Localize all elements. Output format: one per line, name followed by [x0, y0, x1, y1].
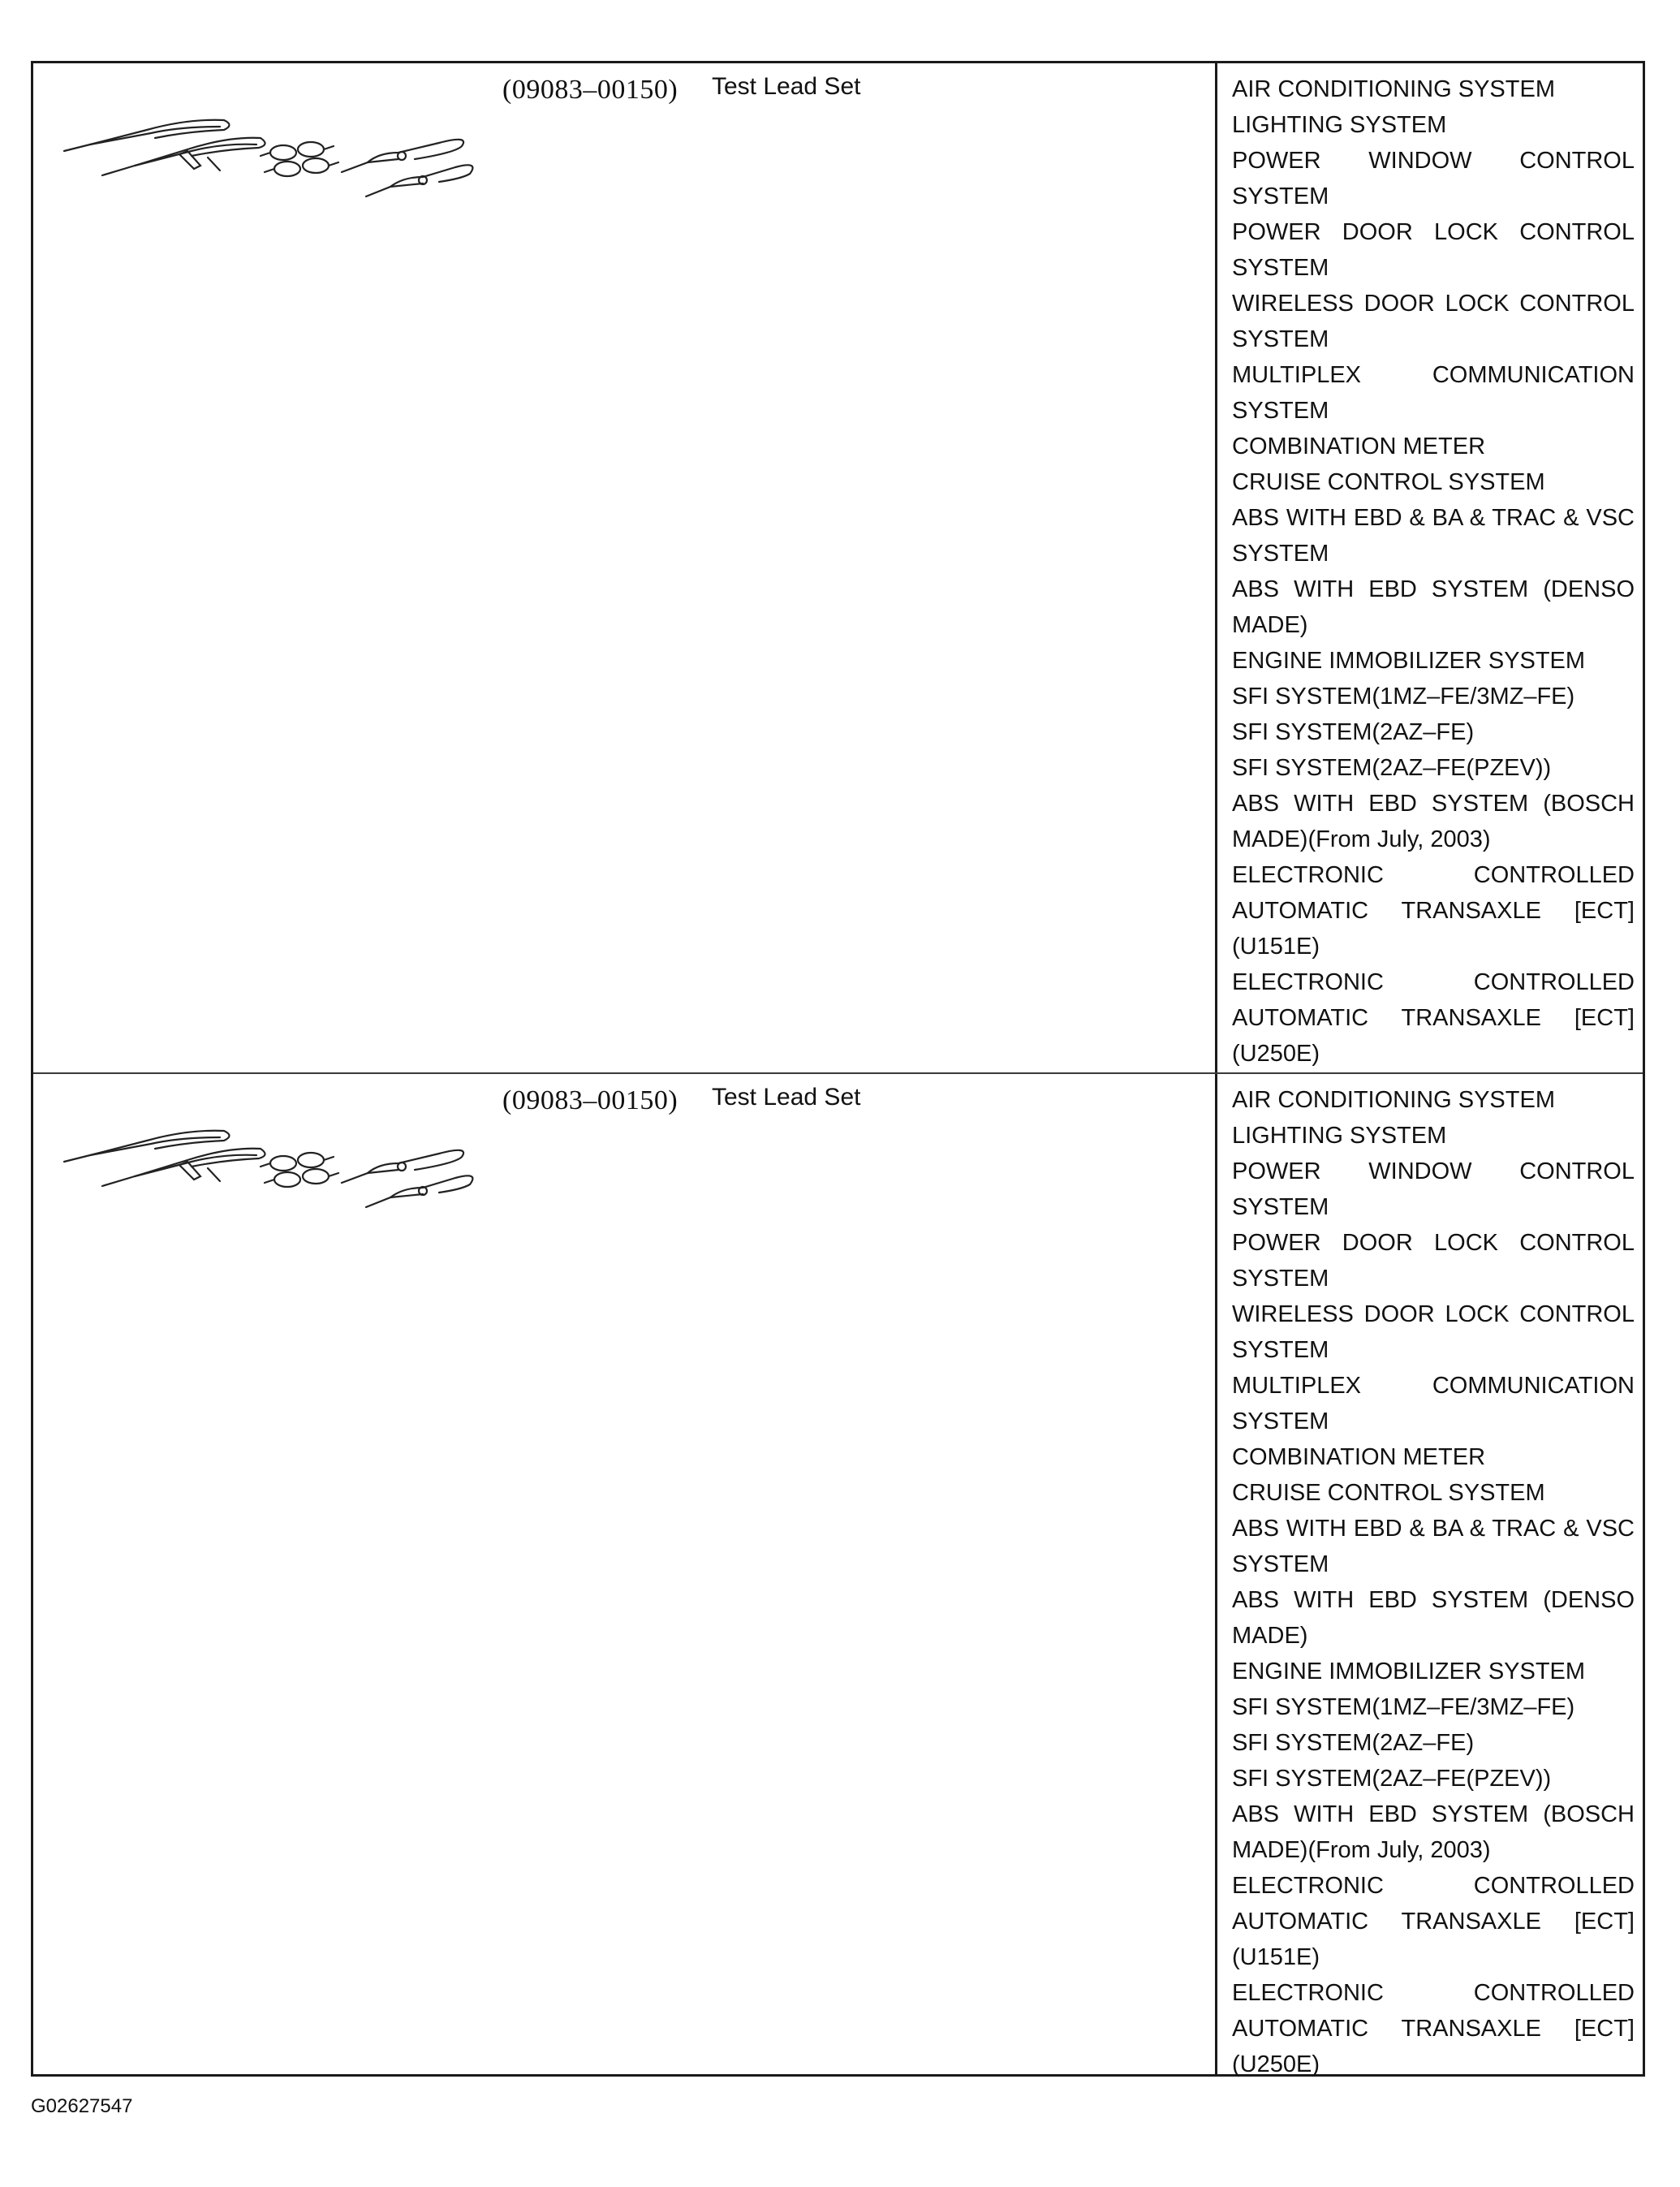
system-item: POWER DOOR LOCK CONTROL SYSTEM [1232, 219, 1635, 281]
system-item: WIRELESS DOOR LOCK CONTROL SYSTEM [1232, 1301, 1635, 1363]
test-lead-set-icon [58, 1098, 480, 1212]
system-item: SFI SYSTEM(2AZ–FE(PZEV)) [1232, 755, 1552, 781]
system-item: ABS WITH EBD SYSTEM (DENSO MADE) [1232, 1587, 1635, 1649]
system-item: SFI SYSTEM(1MZ–FE/3MZ–FE) [1232, 1694, 1575, 1720]
system-item: SFI SYSTEM(2AZ–FE) [1232, 1730, 1475, 1756]
system-item: ABS WITH EBD SYSTEM (BOSCH MADE)(From July, 2003) [1232, 1801, 1635, 1863]
figure-code: G02627547 [31, 2095, 133, 2117]
system-item: COMBINATION METER [1232, 434, 1486, 459]
column-divider [1215, 63, 1217, 1072]
system-item: MULTIPLEX COMMUNICATION SYSTEM [1232, 362, 1635, 424]
system-item: ABS WITH EBD SYSTEM (DENSO MADE) [1232, 576, 1635, 638]
system-item: ABS WITH EBD & BA & TRAC & VSC SYSTEM [1232, 1516, 1635, 1577]
system-item: CRUISE CONTROL SYSTEM [1232, 469, 1545, 495]
system-item: POWER WINDOW CONTROL SYSTEM [1232, 148, 1635, 209]
system-item: COMBINATION METER [1232, 1444, 1486, 1470]
system-item: WIRELESS DOOR LOCK CONTROL SYSTEM [1232, 291, 1635, 352]
system-item: CRUISE CONTROL SYSTEM [1232, 1480, 1545, 1506]
tool-table [31, 61, 1645, 2077]
system-item: ABS WITH EBD & BA & TRAC & VSC SYSTEM [1232, 505, 1635, 567]
system-list [1232, 71, 1635, 1072]
system-list [1232, 1082, 1635, 2082]
column-divider [1215, 1074, 1217, 2074]
part-number: (09083–00150) [502, 75, 678, 105]
system-item: POWER DOOR LOCK CONTROL SYSTEM [1232, 1230, 1635, 1292]
tool-row [33, 1074, 1643, 2077]
system-item: SFI SYSTEM(2AZ–FE) [1232, 719, 1475, 745]
tool-row [33, 63, 1643, 1074]
system-item: ELECTRONIC CONTROLLED AUTOMATIC TRANSAXLE [ECT](U250E) [1232, 1980, 1635, 2077]
system-item: SFI SYSTEM(1MZ–FE/3MZ–FE) [1232, 684, 1575, 710]
system-item: ABS WITH EBD SYSTEM (BOSCH MADE)(From July, 2003) [1232, 791, 1635, 852]
system-item: MULTIPLEX COMMUNICATION SYSTEM [1232, 1373, 1635, 1434]
part-name: Test Lead Set [712, 1084, 861, 1111]
system-item: LIGHTING SYSTEM [1232, 1123, 1447, 1149]
system-item: ENGINE IMMOBILIZER SYSTEM [1232, 648, 1586, 674]
test-lead-set-icon [58, 88, 480, 201]
system-item: SFI SYSTEM(2AZ–FE(PZEV)) [1232, 1766, 1552, 1792]
part-name: Test Lead Set [712, 73, 861, 100]
system-item: ELECTRONIC CONTROLLED AUTOMATIC TRANSAXLE [ECT](U151E) [1232, 1873, 1635, 1970]
system-item: POWER WINDOW CONTROL SYSTEM [1232, 1158, 1635, 1220]
system-item: LIGHTING SYSTEM [1232, 112, 1447, 138]
system-item: ENGINE IMMOBILIZER SYSTEM [1232, 1659, 1586, 1684]
system-item: ELECTRONIC CONTROLLED AUTOMATIC TRANSAXLE [ECT](U250E) [1232, 969, 1635, 1067]
part-number: (09083–00150) [502, 1085, 678, 1115]
system-item: AIR CONDITIONING SYSTEM [1232, 1087, 1555, 1113]
system-item: ELECTRONIC CONTROLLED AUTOMATIC TRANSAXLE [ECT](U151E) [1232, 862, 1635, 960]
system-item: AIR CONDITIONING SYSTEM [1232, 76, 1555, 102]
